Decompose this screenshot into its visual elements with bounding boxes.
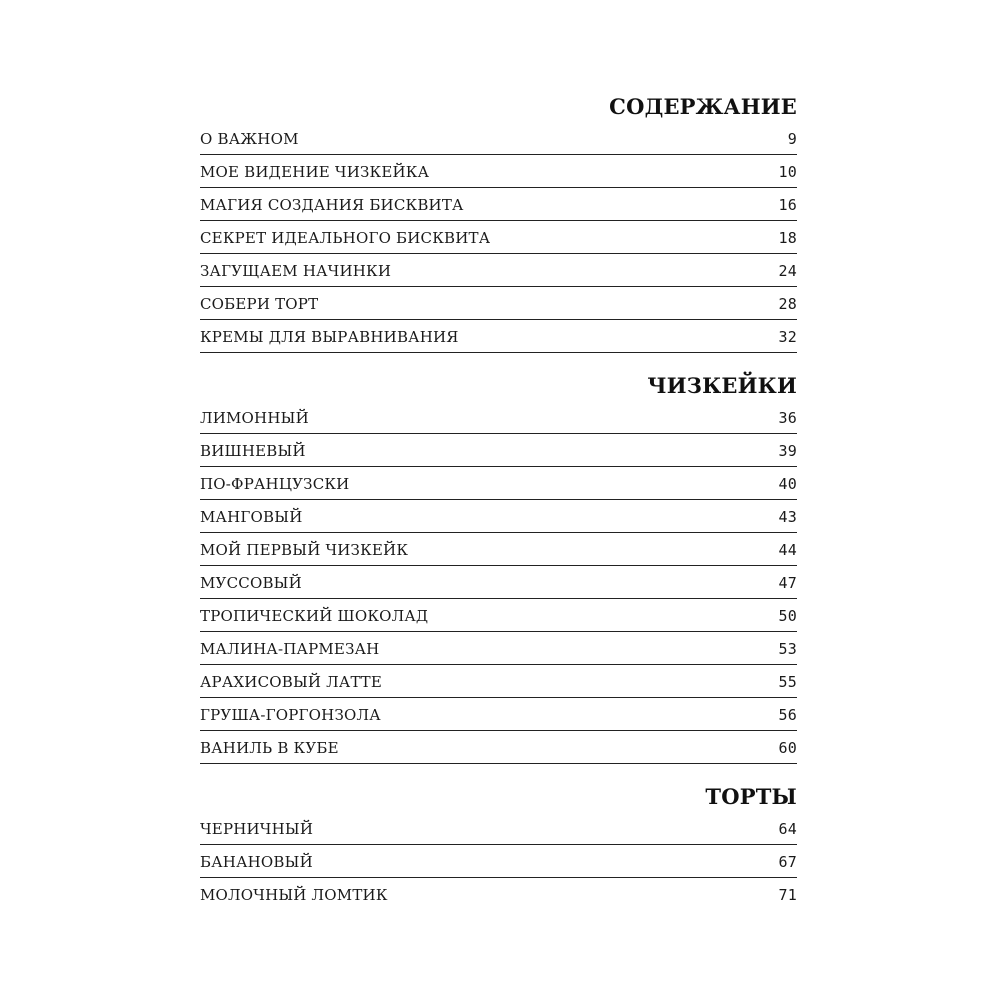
toc-item-page: 16 <box>778 195 797 214</box>
toc-item-page: 32 <box>778 327 797 346</box>
toc-item-page: 40 <box>778 474 797 493</box>
toc-item-label: МОЙ ПЕРВЫЙ ЧИЗКЕЙК <box>200 540 409 559</box>
toc-row[interactable] <box>200 500 797 533</box>
toc-item-label: ВИШНЕВЫЙ <box>200 441 306 460</box>
toc-row[interactable] <box>200 401 797 434</box>
toc-item-page: 55 <box>778 672 797 691</box>
toc-row[interactable] <box>200 320 797 353</box>
toc-row[interactable] <box>200 188 797 221</box>
toc-item-label: МУССОВЫЙ <box>200 573 302 592</box>
toc-item-label: ГРУША-ГОРГОНЗОЛА <box>200 705 381 724</box>
toc-row[interactable] <box>200 254 797 287</box>
toc-row[interactable] <box>200 599 797 632</box>
toc-item-label: СОБЕРИ ТОРТ <box>200 294 319 313</box>
toc-item-label: МОЕ ВИДЕНИЕ ЧИЗКЕЙКА <box>200 162 430 181</box>
toc-item-label: О ВАЖНОМ <box>200 129 299 148</box>
toc-row[interactable] <box>200 221 797 254</box>
toc-item-label: ЧЕРНИЧНЫЙ <box>200 819 314 838</box>
toc-row[interactable] <box>200 665 797 698</box>
toc-item-page: 43 <box>778 507 797 526</box>
toc-item-page: 67 <box>778 852 797 871</box>
toc-item-page: 64 <box>778 819 797 838</box>
toc-row[interactable] <box>200 434 797 467</box>
toc-item-label: СЕКРЕТ ИДЕАЛЬНОГО БИСКВИТА <box>200 228 491 247</box>
toc-item-page: 36 <box>778 408 797 427</box>
toc-row[interactable] <box>200 632 797 665</box>
toc-item-label: ПО-ФРАНЦУЗСКИ <box>200 474 350 493</box>
toc-row[interactable] <box>200 467 797 500</box>
toc-row[interactable] <box>200 122 797 155</box>
section-list-contents <box>200 122 797 353</box>
toc-row[interactable] <box>200 155 797 188</box>
toc-item-label: ТРОПИЧЕСКИЙ ШОКОЛАД <box>200 606 429 625</box>
toc-item-page: 53 <box>778 639 797 658</box>
toc-item-page: 60 <box>778 738 797 757</box>
toc-item-label: ЗАГУЩАЕМ НАЧИНКИ <box>200 261 392 280</box>
toc-item-label: МАГИЯ СОЗДАНИЯ БИСКВИТА <box>200 195 464 214</box>
toc-row[interactable] <box>200 287 797 320</box>
toc-item-label: МАНГОВЫЙ <box>200 507 303 526</box>
toc-item-page: 28 <box>778 294 797 313</box>
section-title-cakes: ТОРТЫ <box>705 784 797 809</box>
toc-item-label: БАНАНОВЫЙ <box>200 852 313 871</box>
toc-item-page: 44 <box>778 540 797 559</box>
toc-item-page: 39 <box>778 441 797 460</box>
toc-row[interactable] <box>200 731 797 764</box>
toc-item-page: 18 <box>778 228 797 247</box>
toc-row[interactable] <box>200 812 797 845</box>
table-of-contents <box>200 92 797 911</box>
toc-item-label: КРЕМЫ ДЛЯ ВЫРАВНИВАНИЯ <box>200 327 459 346</box>
toc-row[interactable] <box>200 566 797 599</box>
toc-item-page: 24 <box>778 261 797 280</box>
section-list-cakes <box>200 812 797 911</box>
toc-item-page: 9 <box>787 129 797 148</box>
toc-item-label: МОЛОЧНЫЙ ЛОМТИК <box>200 886 388 904</box>
toc-item-label: ВАНИЛЬ В КУБЕ <box>200 738 339 757</box>
toc-item-page: 56 <box>778 705 797 724</box>
toc-item-page: 50 <box>778 606 797 625</box>
toc-item-page: 47 <box>778 573 797 592</box>
toc-row[interactable] <box>200 533 797 566</box>
toc-row[interactable] <box>200 698 797 731</box>
toc-item-label: АРАХИСОВЫЙ ЛАТТЕ <box>200 672 383 691</box>
section-list-cheesecakes <box>200 401 797 764</box>
section-title-cheesecakes: ЧИЗКЕЙКИ <box>647 373 797 398</box>
toc-item-label: МАЛИНА-ПАРМЕЗАН <box>200 639 380 658</box>
section-title-contents: СОДЕРЖАНИЕ <box>609 94 797 119</box>
toc-row[interactable] <box>200 845 797 878</box>
toc-row[interactable] <box>200 878 797 911</box>
toc-item-page: 71 <box>778 886 797 904</box>
toc-item-label: ЛИМОННЫЙ <box>200 408 309 427</box>
toc-item-page: 10 <box>778 162 797 181</box>
